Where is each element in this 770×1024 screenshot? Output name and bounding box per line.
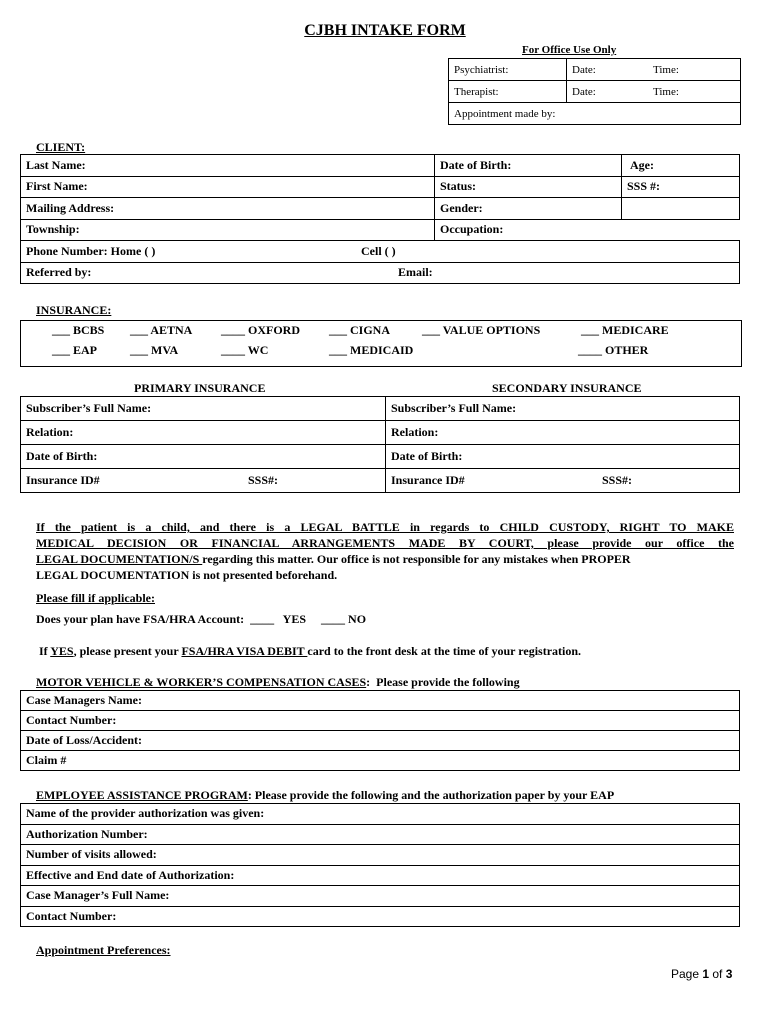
secondary-dob-label: Date of Birth: — [386, 445, 740, 469]
referred-row — [21, 262, 740, 284]
legal-documentation-text: LEGAL DOCUMENTATION/S — [36, 552, 203, 566]
secondary-id-row — [386, 469, 740, 493]
therapist-time-label: Time: — [648, 81, 741, 103]
insurance-options-box — [20, 320, 742, 367]
eap-title: EMPLOYEE ASSISTANCE PROGRAM — [36, 788, 248, 802]
gender-label: Gender: — [435, 198, 622, 220]
township-label: Township: — [21, 219, 435, 241]
office-use-table — [448, 58, 741, 125]
dob-label: Date of Birth: — [435, 155, 622, 177]
therapist-date-label: Date: — [567, 81, 649, 103]
motor-vehicle-title: MOTOR VEHICLE & WORKER’S COMPENSATION CASES — [36, 675, 367, 689]
secondary-relation-label: Relation: — [386, 421, 740, 445]
option-mva[interactable]: ___ MVA — [130, 343, 179, 357]
option-cigna[interactable]: ___ CIGNA — [329, 323, 391, 337]
appointment-made-by-label: Appointment made by: — [449, 103, 741, 125]
primary-insurance-id-label: Insurance ID# — [26, 473, 100, 487]
option-wc[interactable]: ____ WC — [221, 343, 269, 357]
authorization-number-label: Authorization Number: — [21, 824, 740, 845]
phone-home-label: Phone Number: Home ( ) — [26, 243, 156, 258]
primary-dob-label: Date of Birth: — [21, 445, 386, 469]
option-eap[interactable]: ___ EAP — [52, 343, 97, 357]
page-total: 3 — [725, 967, 733, 981]
fsa-yes: YES — [50, 644, 74, 658]
psychiatrist-date-label: Date: — [567, 59, 649, 81]
primary-insurance-heading: PRIMARY INSURANCE — [134, 381, 266, 395]
fsa-card-name: FSA/HRA VISA DEBIT — [181, 644, 308, 658]
legal-line-1: If the patient is a child, and there is a LEGAL BATTLE in regards to CHILD CUSTODY, RIGHT TO MAKE — [36, 520, 734, 534]
sss-label: SSS #: — [622, 176, 740, 198]
date-of-loss-label: Date of Loss/Accident: — [21, 731, 740, 751]
fsa-instruction — [39, 644, 581, 659]
fsa-present: , please present your — [73, 644, 182, 658]
insurance-details-table — [20, 396, 740, 493]
secondary-sss-label: SSS#: — [602, 473, 633, 487]
legal-line-2: MEDICAL DECISION OR FINANCIAL ARRANGEMENTS MADE BY COURT, please provide our office the — [36, 536, 734, 550]
eap-heading — [36, 788, 614, 803]
motor-vehicle-table — [20, 690, 740, 771]
primary-sss-label: SSS#: — [248, 473, 279, 487]
age-label: Age: — [622, 155, 740, 177]
primary-id-row — [21, 469, 386, 493]
appointment-preferences-heading: Appointment Preferences: — [36, 943, 171, 957]
referred-by-label: Referred by: — [26, 265, 92, 280]
secondary-subscriber-label: Subscriber’s Full Name: — [386, 397, 740, 421]
psychiatrist-label: Psychiatrist: — [449, 59, 567, 81]
form-title: CJBH INTAKE FORM — [304, 22, 466, 39]
phone-cell-label: Cell ( ) — [361, 243, 396, 258]
first-name-label: First Name: — [21, 176, 435, 198]
mailing-address-label: Mailing Address: — [21, 198, 435, 220]
secondary-insurance-heading: SECONDARY INSURANCE — [492, 381, 642, 395]
fsa-question: Does your plan have FSA/HRA Account: ____ YES ____ NO — [36, 612, 367, 626]
visits-allowed-label: Number of visits allowed: — [21, 845, 740, 866]
option-aetna[interactable]: ___ AETNA — [130, 323, 193, 337]
phone-row — [21, 241, 740, 263]
option-medicare[interactable]: ___ MEDICARE — [581, 323, 669, 337]
legal-line-3-rest: regarding this matter. Our office is not responsible for any mistakes when PROPER — [202, 552, 631, 566]
psychiatrist-time-label: Time: — [648, 59, 741, 81]
legal-line-4: LEGAL DOCUMENTATION is not presented beforehand. — [36, 568, 338, 582]
eap-instruction: : Please provide the following and the authorization paper by your EAP — [247, 788, 615, 802]
therapist-label: Therapist: — [449, 81, 567, 103]
option-oxford[interactable]: ____ OXFORD — [221, 323, 300, 337]
eap-table — [20, 803, 740, 927]
fsa-card-rest: card to the front desk at the time of your registration. — [307, 644, 582, 658]
page-prefix: Page — [671, 967, 703, 981]
client-table — [20, 154, 740, 284]
secondary-insurance-id-label: Insurance ID# — [391, 473, 465, 487]
office-use-heading: For Office Use Only — [522, 44, 617, 56]
legal-line-3 — [36, 551, 734, 567]
claim-number-label: Claim # — [21, 751, 740, 771]
last-name-label: Last Name: — [21, 155, 435, 177]
mv-contact-number-label: Contact Number: — [21, 711, 740, 731]
option-value-options[interactable]: ___ VALUE OPTIONS — [422, 323, 541, 337]
primary-relation-label: Relation: — [21, 421, 386, 445]
occupation-label: Occupation: — [435, 219, 740, 241]
option-other[interactable]: ____ OTHER — [578, 343, 649, 357]
authorization-dates-label: Effective and End date of Authorization: — [21, 865, 740, 886]
insurance-heading: INSURANCE: — [36, 303, 112, 317]
fsa-if: If — [39, 644, 51, 658]
page-of: of — [709, 967, 726, 981]
option-bcbs[interactable]: ___ BCBS — [52, 323, 105, 337]
primary-subscriber-label: Subscriber’s Full Name: — [21, 397, 386, 421]
client-heading: CLIENT: — [36, 140, 86, 154]
case-manager-full-name-label: Case Manager’s Full Name: — [21, 886, 740, 907]
motor-vehicle-instruction: : Please provide the following — [366, 675, 520, 689]
motor-vehicle-heading — [36, 675, 520, 690]
eap-contact-number-label: Contact Number: — [21, 906, 740, 927]
email-label: Email: — [398, 265, 433, 280]
status-label: Status: — [435, 176, 622, 198]
option-medicaid[interactable]: ___ MEDICAID — [329, 343, 414, 357]
case-managers-name-label: Case Managers Name: — [21, 691, 740, 711]
provider-authorization-label: Name of the provider authorization was given: — [21, 804, 740, 825]
page-number: 1 — [702, 967, 710, 981]
fill-if-applicable: Please fill if applicable: — [36, 591, 155, 605]
page-indicator — [671, 967, 732, 981]
